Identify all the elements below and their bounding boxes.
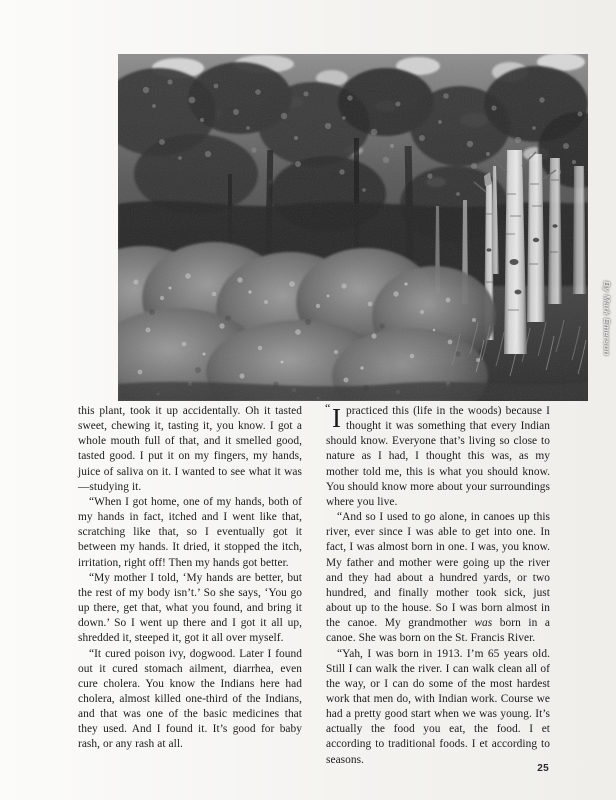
italic-word: was (474, 617, 493, 630)
right-column (325, 401, 550, 768)
article-photograph (118, 54, 612, 401)
paragraph (326, 510, 550, 646)
article-body (78, 401, 550, 768)
paragraph-text-part-2: born in a canoe. She was born on the St. Francis River. (326, 617, 550, 645)
forest-photo-illustration (118, 54, 588, 401)
paragraph: “It cured poison ivy, dogwood. Later I found out it cured stomach ailment, diarrhea, even cure cholera. You know the Indians here had cholera, almost killed one-third of the Indians, and that was one of the basic medicines that they used. And I found it. It’s good for baby rash, or any rash at all. (78, 647, 302, 751)
paragraph-text-part-1: “And so I used to go alone, in canoes up this river, ever since I was able to get into one. In fact, I was almost born in one. I was, you know. My father and mother were going up the river and they had about a hundred yards, or two hundred, and finally mother took sick, just about up to the house. So I was born almost in the canoe. My grandmother (326, 511, 550, 630)
page-number: 25 (537, 763, 549, 774)
paragraph: “When I got home, one of my hands, both of my hands in fact, itched and I went like that, scratching like that, so I eventually got it between my hands. It dried, it stopped the itch, irritation, right off! Then my hands got better. (78, 495, 302, 569)
drop-cap-letter: I (332, 403, 342, 433)
opening-quote-mark: “ (325, 401, 331, 415)
paragraph-text: practiced this (life in the woods) because I thought it was something that every Indian should know. Everyone that’s living so close to nature as I had, I thought this was, as my mother told me, this is what you should know. You should know more about your surroundings where you live. (326, 405, 550, 508)
paragraph-with-dropcap (325, 401, 550, 510)
paragraph: this plant, took it up accidentally. Oh it tasted sweet, chewing it, tasting it, you know. I got a whole mouth full of that, and it smelled good, tasted good. I put it on my fingers, my hands, juice of saliva on it. I wanted to see what it was—studying it. (78, 405, 302, 493)
paragraph: “Yah, I was born in 1913. I’m 65 years old. Still I can walk the river. I can walk clean all of the way, or I can do some of the most hardest work that men do, with Indian work. Course we had a pretty good start when we was young. It’s actually the food you eat, the food. I et according to traditional foods. I et according to seasons. (326, 647, 550, 766)
photo-image (118, 54, 588, 401)
photo-credit: By Mark Emerson (602, 281, 612, 356)
paragraph: “My mother I told, ‘My hands are better, but the rest of my body isn’t.’ So she says, ‘You go up there, get that, what you found, and bring it down.’ So I went up there and I got it all up, shredded it, steeped it, got it all over myself. (78, 571, 302, 645)
left-column (78, 404, 302, 768)
